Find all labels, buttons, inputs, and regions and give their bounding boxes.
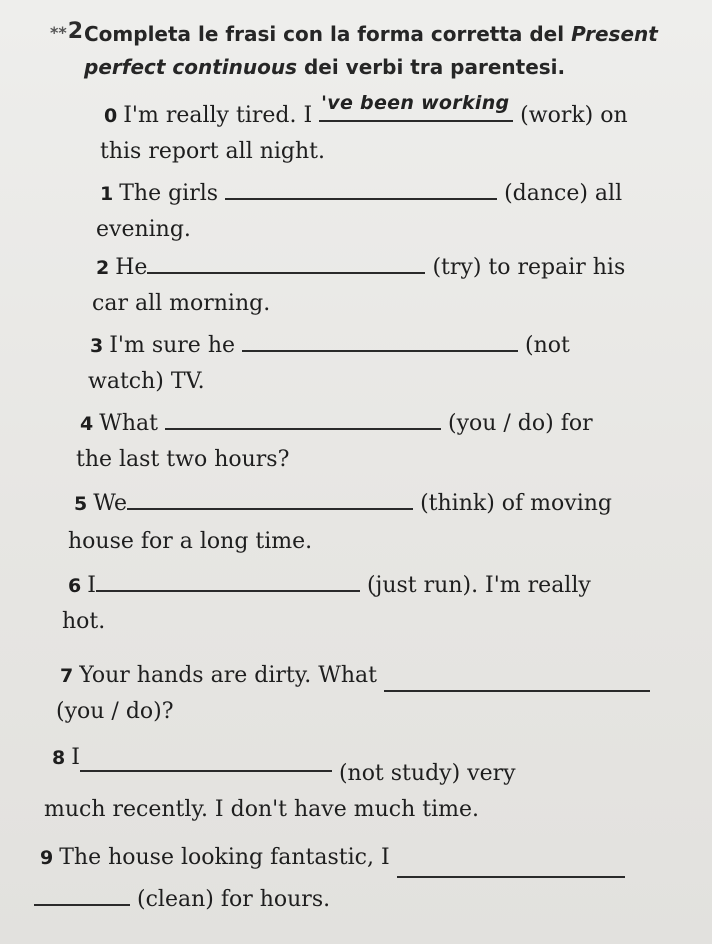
item-continuation: this report all night. [100, 139, 326, 164]
instruction-text-2: dei verbi tra parentesi. [303, 55, 566, 79]
item-continuation: house for a long time. [68, 529, 313, 554]
exercise-header [50, 18, 696, 84]
item-line-2 [92, 288, 270, 320]
item-continuation: hot. [62, 609, 106, 634]
item-text-before: What [99, 411, 158, 436]
exercise-number-value: 2 [67, 19, 84, 44]
item-line-1 [60, 656, 650, 692]
answer-blank[interactable] [225, 174, 497, 200]
item-continuation: watch) TV. [88, 369, 205, 394]
instruction-line-2 [84, 51, 696, 84]
item-number: 7 [60, 665, 74, 687]
item-text-before: The house looking fantastic, I [59, 845, 390, 870]
item-text-before: I [87, 573, 96, 598]
item-line-2 [100, 136, 325, 168]
answer-blank[interactable] [319, 92, 513, 122]
answer-blank[interactable] [242, 326, 518, 352]
item-text-after: (not [525, 333, 570, 358]
item-text-after: (dance) all [504, 181, 623, 206]
item-line-1 [68, 566, 591, 602]
item-number: 1 [100, 183, 114, 205]
item-text-after: (work) on [520, 103, 628, 128]
answer-blank[interactable] [80, 746, 332, 772]
item-text-before: Your hands are dirty. What [79, 663, 377, 688]
item-text-after: (try) to repair his [432, 255, 626, 280]
item-number: 9 [40, 847, 54, 869]
item-line-1 [96, 248, 625, 284]
item-text-after: (think) of moving [420, 491, 612, 516]
item-continuation: evening. [96, 217, 191, 242]
item-continuation: (clean) for hours. [137, 887, 331, 912]
answer-blank[interactable] [165, 404, 441, 430]
item-line-1 [40, 838, 625, 874]
item-line-2 [88, 366, 205, 398]
answer-blank[interactable] [96, 566, 360, 592]
item-line-1 [100, 174, 622, 210]
item-line-2 [44, 794, 479, 826]
item-number: 8 [52, 747, 66, 769]
item-line-1 [52, 738, 516, 786]
answer-blank[interactable] [147, 248, 425, 274]
item-text-before: I'm really tired. I [123, 103, 313, 128]
item-line-2 [62, 606, 105, 638]
item-line-2 [34, 880, 330, 916]
item-continuation: (you / do)? [56, 699, 174, 724]
item-number: 4 [80, 413, 94, 435]
exercise-number [50, 19, 83, 44]
answer-blank-continuation[interactable] [34, 880, 130, 906]
item-line-2 [56, 696, 174, 728]
item-line-2 [76, 444, 289, 476]
item-line-1 [104, 92, 628, 132]
item-number: 2 [96, 257, 110, 279]
item-text-before: He [115, 255, 148, 280]
answer-blank[interactable] [127, 484, 413, 510]
item-number: 5 [74, 493, 88, 515]
item-number: 6 [68, 575, 82, 597]
answer-blank[interactable] [397, 852, 625, 878]
item-text-after: (not study) very [338, 761, 516, 786]
item-text-after: (just run). I'm really [366, 573, 591, 598]
item-text-before: I [71, 745, 80, 770]
item-line-2 [68, 526, 312, 558]
item-text-before: I'm sure he [109, 333, 236, 358]
item-continuation: car all morning. [92, 291, 271, 316]
item-number: 3 [90, 335, 104, 357]
item-line-1 [80, 404, 593, 440]
handwritten-answer: 've been working [321, 92, 510, 114]
instruction-italic-2: perfect continuous [84, 55, 297, 79]
item-continuation: the last two hours? [76, 447, 290, 472]
difficulty-stars: ** [50, 23, 67, 42]
item-text-before: The girls [119, 181, 219, 206]
item-continuation: much recently. I don't have much time. [44, 797, 479, 822]
answer-blank[interactable] [384, 666, 650, 692]
item-line-1 [74, 484, 612, 520]
instruction-italic-1: Present [571, 22, 658, 46]
item-line-2 [96, 214, 191, 246]
instruction-text-1: Completa le frasi con la forma corretta del [84, 22, 565, 46]
item-text-before: We [93, 491, 128, 516]
item-text-after: (you / do) for [447, 411, 593, 436]
item-number: 0 [104, 105, 118, 127]
item-line-1 [90, 326, 570, 362]
exercise-instruction [84, 18, 696, 84]
